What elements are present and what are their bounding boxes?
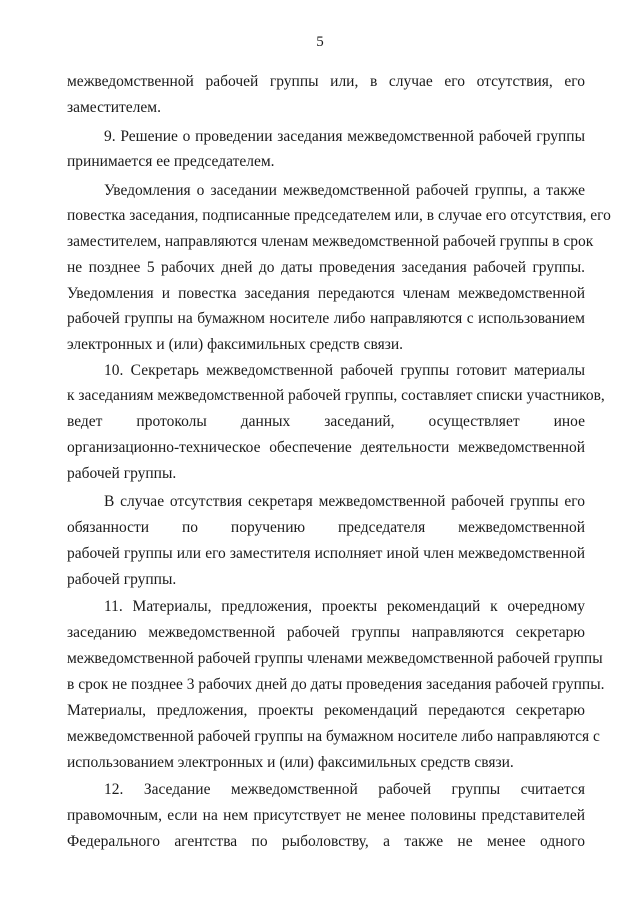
text-line: ведет протоколы данных заседаний, осуществляет иное — [67, 413, 585, 430]
page-number: 5 — [316, 34, 324, 50]
text-line: использованием электронных и (или) факсимильных средств связи. — [67, 754, 514, 771]
paragraph-10-start: 10. Секретарь межведомственной рабочей группы готовит материалы — [104, 362, 585, 379]
paragraph-9-start: 9. Решение о проведении заседания межведомственной рабочей группы — [104, 128, 585, 145]
text-line: межведомственной рабочей группы членами межведомственной рабочей группы — [67, 650, 603, 667]
text-line: межведомственной рабочей группы или, в случае его отсутствия, его — [67, 73, 585, 90]
text-line: правомочным, если на нем присутствует не менее половины представителей — [67, 807, 585, 824]
text-line: рабочей группы на бумажном носителе либо направляются с использованием — [67, 310, 585, 327]
text-line: рабочей группы. — [67, 571, 177, 588]
text-line: обязанности по поручению председателя межведомственной — [67, 519, 585, 536]
paragraph-start: Уведомления о заседании межведомственной рабочей группы, а также — [104, 182, 585, 199]
text-line: Материалы, предложения, проекты рекомендаций передаются секретарю — [67, 702, 585, 719]
text-line: организационно-техническое обеспечение деятельности межведомственной — [67, 439, 585, 456]
text-line: межведомственной рабочей группы на бумажном носителе либо направляются с — [67, 728, 600, 745]
text-line: в срок не позднее 3 рабочих дней до даты проведения заседания рабочей группы. — [67, 676, 605, 693]
text-line: заместителем, направляются членам межведомственной рабочей группы в срок — [67, 233, 594, 250]
text-line: Уведомления и повестка заседания передаются членам межведомственной — [67, 285, 585, 302]
paragraph-start: В случае отсутствия секретаря межведомственной рабочей группы его — [104, 493, 585, 510]
text-line: заседанию межведомственной рабочей группы направляются секретарю — [67, 624, 585, 641]
text-line: к заседаниям межведомственной рабочей группы, составляет списки участников, — [67, 387, 605, 404]
paragraph-12-start: 12. Заседание межведомственной рабочей группы считается — [104, 781, 585, 798]
text-line: рабочей группы или его заместителя исполняет иной член межведомственной — [67, 545, 585, 562]
text-line: принимается ее председателем. — [67, 153, 275, 170]
text-line: повестка заседания, подписанные председателем или, в случае его отсутствия, его — [67, 207, 611, 224]
text-line: электронных и (или) факсимильных средств связи. — [67, 336, 404, 353]
text-line: не позднее 5 рабочих дней до даты проведения заседания рабочей группы. — [67, 259, 585, 276]
text-line: Федерального агентства по рыболовству, а также не менее одного — [67, 833, 585, 850]
paragraph-11-start: 11. Материалы, предложения, проекты рекомендаций к очередному — [104, 598, 585, 615]
text-line: заместителем. — [67, 99, 161, 116]
text-line: рабочей группы. — [67, 465, 177, 482]
